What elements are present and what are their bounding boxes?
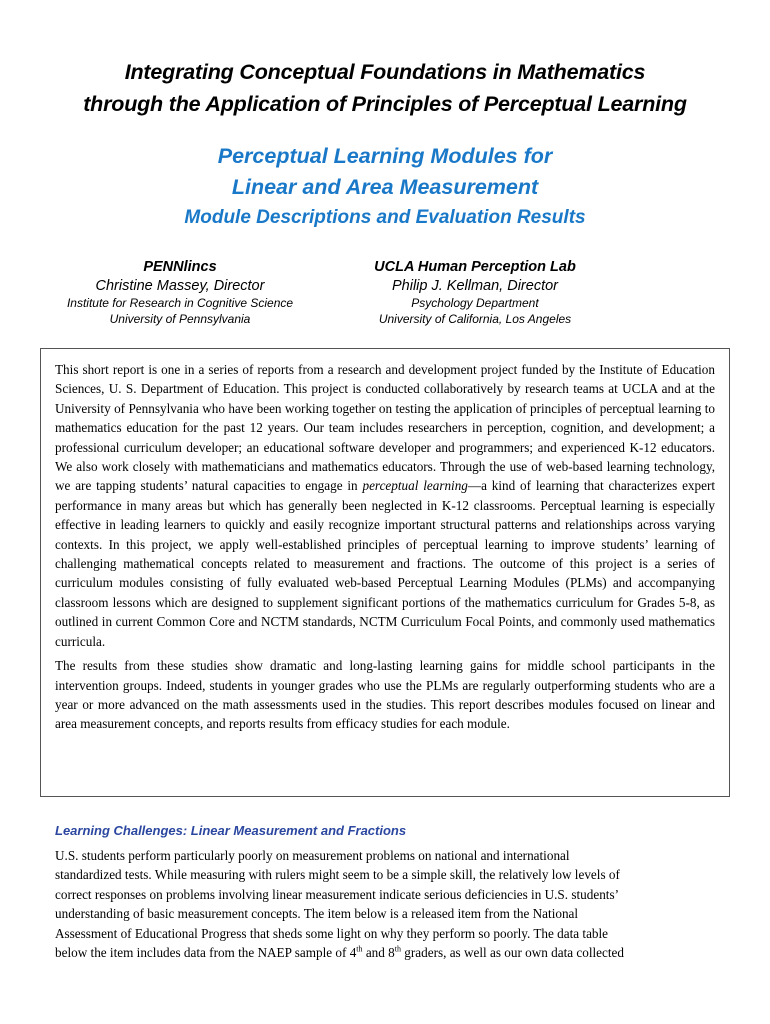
abstract-text: —a kind of learning that characterizes expert performance in many areas but which has generally been neglected in K-12 classrooms. Perceptual learning is especially effective in leading learners to quickly and easily recognize important structural patterns and relationships across varying contexts. In this project, we apply well-established principles of perceptual learning to improve students’ learning of challenging mathematical concepts related to measurement and fractions. The outcome of this project is a series of curriculum modules consisting of fully evaluated web-based Perceptual Learning Modules (PLMs) and accompanying classroom lessons which are designed to supplement significant portions of the mathematics curriculum for Grades 5-8, as outlined in current Common Core and NCTM standards, NCTM Curriculum Focal Points, and commonly used mathematics curricula.	[55, 478, 716, 649]
author-department: Institute for Research in Cognitive Science	[66, 296, 294, 310]
section-heading: Learning Challenges: Linear Measurement and Fractions	[55, 823, 407, 838]
author-director: Christine Massey, Director	[95, 278, 265, 294]
module-title-line-1: Perceptual Learning Modules for	[217, 144, 553, 168]
author-org: UCLA Human Perception Lab	[374, 259, 576, 275]
report-title	[20, 56, 750, 120]
author-org: PENNlincs	[143, 259, 217, 275]
superscript: th	[356, 944, 363, 954]
author-director: Philip J. Kellman, Director	[392, 278, 558, 294]
abstract-emphasis: perceptual learning	[362, 478, 468, 494]
author-university: University of Pennsylvania	[109, 311, 251, 326]
superscript: th	[394, 944, 401, 954]
module-title-line-2: Linear and Area Measurement	[231, 175, 539, 199]
author-block-ucla	[335, 258, 615, 327]
body-text: graders, as well as our own data collected	[401, 945, 625, 961]
author-university: University of California, Los Angeles	[378, 311, 572, 326]
report-title-line-2: through the Application of Principles of Perceptual Learning	[83, 92, 687, 116]
abstract-box	[40, 348, 730, 797]
module-subtitle: Module Descriptions and Evaluation Results	[184, 207, 586, 228]
body-line: Assessment of Educational Progress that sheds some light on why they perform so poorly. The data table	[55, 925, 609, 941]
module-title	[20, 141, 750, 203]
author-block-penn	[40, 258, 320, 327]
author-department: Psychology Department	[411, 296, 539, 310]
body-line: understanding of basic measurement concepts. The item below is a released item from the National	[55, 906, 579, 922]
body-text: and 8	[362, 945, 395, 961]
body-line: U.S. students perform particularly poorly on measurement problems on national and international	[55, 848, 570, 863]
body-text: below the item includes data from the NAEP sample of 4	[55, 945, 357, 961]
body-line	[55, 943, 725, 962]
abstract-paragraph-1	[55, 360, 715, 651]
abstract-text: This short report is one in a series of reports from a research and development project funded by the Institute of Education Sciences, U. S. Department of Education. This project is conducted collaboratively by research teams at UCLA and at the University of Pennsylvania who have been working together on testing the application of principles of perceptual learning to mathematics education for the past 12 years. Our team includes researchers in perception, cognition, and development; a professional curriculum developer; an educational software developer and programmers; and experienced K-12 educators. We also work closely with mathematicians and mathematics educators. Through the use of web-based learning technology, we are tapping students’ natural capacities to engage in	[55, 362, 715, 494]
section-body	[55, 846, 725, 962]
body-line: standardized tests. While measuring with rulers might seem to be a simple skill, the relatively low levels of	[55, 867, 620, 883]
body-line: correct responses on problems involving linear measurement indicate serious deficiencies in U.S. students’	[55, 886, 619, 902]
report-title-line-1: Integrating Conceptual Foundations in Mathematics	[124, 60, 646, 84]
abstract-paragraph-2: The results from these studies show dramatic and long-lasting learning gains for middle school participants in the intervention groups. Indeed, students in younger grades who use the PLMs are regularly outperforming students who are a year or more advanced on the math assessments used in the studies. This report describes modules focused on linear and area measurement concepts, and reports results from efficacy studies for each module.	[55, 658, 715, 732]
